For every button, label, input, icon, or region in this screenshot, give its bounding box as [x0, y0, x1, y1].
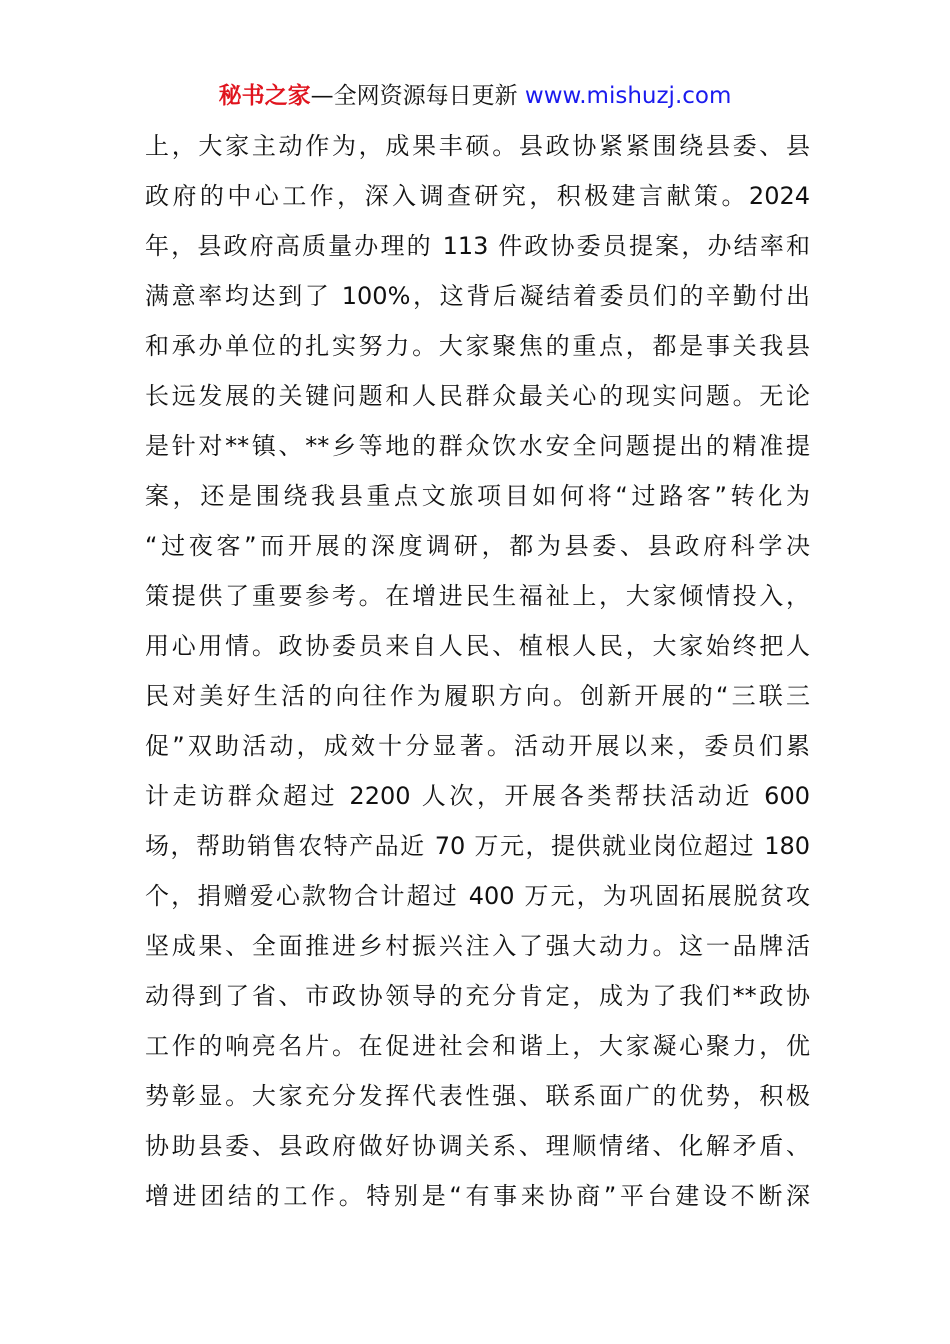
body-line: 政府的中心工作，深入调查研究，积极建言献策。2024	[145, 182, 810, 210]
body-line: 策提供了重要参考。在增进民生福祉上，大家倾情投入，	[145, 582, 810, 610]
body-line: 案，还是围绕我县重点文旅项目如何将“过路客”转化为	[145, 482, 810, 510]
body-line: 和承办单位的扎实努力。大家聚焦的重点，都是事关我县	[145, 332, 810, 360]
body-line: 协助县委、县政府做好协调关系、理顺情绪、化解矛盾、	[145, 1132, 810, 1160]
body-line: 个，捐赠爱心款物合计超过 400 万元，为巩固拓展脱贫攻	[145, 882, 810, 910]
body-line: 动得到了省、市政协领导的充分肯定，成为了我们**政协	[145, 982, 810, 1010]
body-line: 计走访群众超过 2200 人次，开展各类帮扶活动近 600	[145, 782, 810, 810]
document-body	[145, 121, 810, 1221]
body-line: 民对美好生活的向往作为履职方向。创新开展的“三联三	[145, 682, 810, 710]
site-url-link[interactable]: www.mishuzj.com	[524, 83, 732, 109]
body-line: 年，县政府高质量办理的 113 件政协委员提案，办结率和	[145, 232, 810, 260]
body-line: 是针对**镇、**乡等地的群众饮水安全问题提出的精准提	[145, 432, 810, 460]
body-line: 上，大家主动作为，成果丰硕。县政协紧紧围绕县委、县	[145, 132, 810, 160]
body-line: 工作的响亮名片。在促进社会和谐上，大家凝心聚力，优	[145, 1032, 810, 1060]
site-tagline: —全网资源每日更新	[310, 83, 518, 109]
body-line: 增进团结的工作。特别是“有事来协商”平台建设不断深	[145, 1182, 810, 1210]
body-line: “过夜客”而开展的深度调研，都为县委、县政府科学决	[145, 532, 810, 560]
site-brand: 秘书之家	[218, 83, 311, 109]
body-line: 势彰显。大家充分发挥代表性强、联系面广的优势，积极	[145, 1082, 810, 1110]
site-header	[0, 80, 950, 112]
body-line: 坚成果、全面推进乡村振兴注入了强大动力。这一品牌活	[145, 932, 810, 960]
body-line: 满意率均达到了 100%，这背后凝结着委员们的辛勤付出	[145, 282, 810, 310]
body-line: 长远发展的关键问题和人民群众最关心的现实问题。无论	[145, 382, 810, 410]
body-line: 场，帮助销售农特产品近 70 万元，提供就业岗位超过 180	[145, 832, 810, 860]
body-line: 用心用情。政协委员来自人民、植根人民，大家始终把人	[145, 632, 810, 660]
body-line: 促”双助活动，成效十分显著。活动开展以来，委员们累	[145, 732, 810, 760]
